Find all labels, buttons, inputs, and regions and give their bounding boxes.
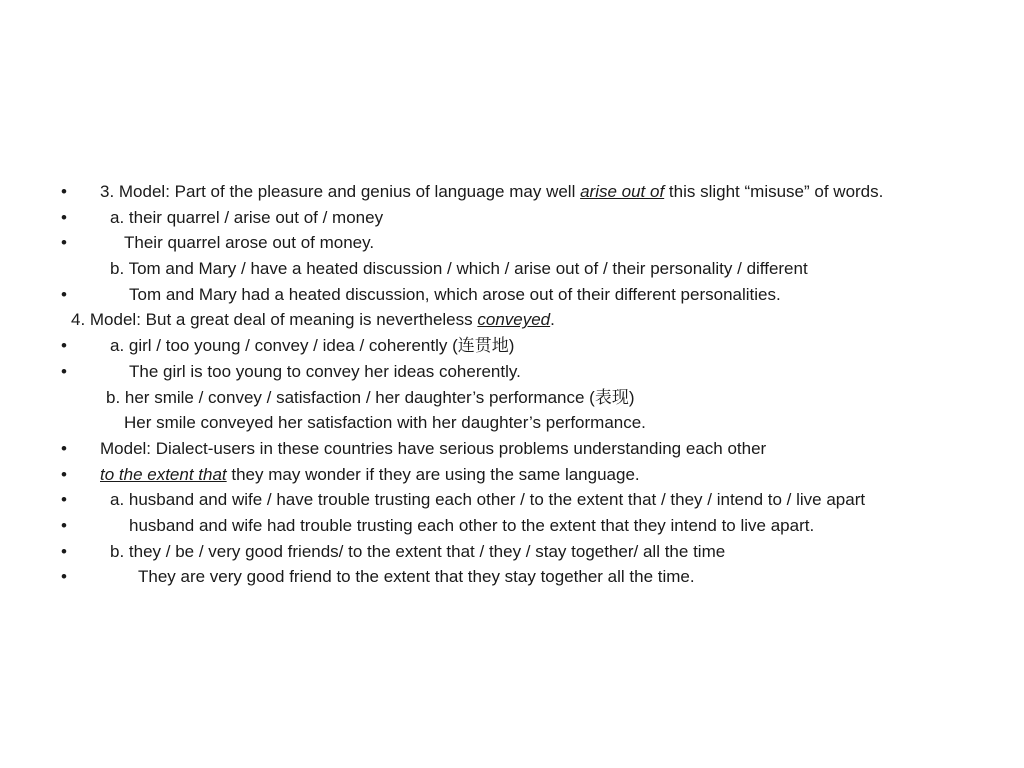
line-text: [58, 208, 958, 228]
line-text: [58, 413, 958, 433]
bullet-icon: •: [61, 464, 67, 484]
bullet-icon: •: [61, 336, 67, 356]
list-item: [58, 388, 958, 408]
list-item: [58, 233, 958, 253]
line-text: [58, 362, 958, 382]
text-run: b. they / be / very good friends/ to the extent that / they / stay together/ all the time: [110, 541, 726, 561]
text-run: b. Tom and Mary / have a heated discussion / which / arise out of / their personality / different: [110, 259, 808, 279]
bullet-icon: •: [61, 438, 67, 458]
text-run: a. girl / too young / convey / idea / coherently (连贯地): [110, 336, 515, 356]
line-text: [58, 567, 958, 587]
line-text: [58, 439, 958, 459]
list-item: [58, 567, 958, 587]
text-run: They are very good friend to the extent that they stay together all the time.: [138, 567, 695, 587]
text-run: 4. Model: But a great deal of meaning is nevertheless: [71, 310, 478, 330]
bullet-list: [58, 182, 958, 593]
bullet-icon: •: [61, 207, 67, 227]
line-text: [58, 490, 958, 510]
line-text: [58, 388, 958, 408]
line-text: [58, 516, 958, 536]
bullet-icon: •: [61, 541, 67, 561]
text-run: they may wonder if they are using the same language.: [226, 464, 640, 484]
text-run: husband and wife had trouble trusting each other to the extent that they intend to live apart.: [129, 515, 815, 535]
list-item: [58, 259, 958, 279]
line-text: [58, 336, 958, 356]
list-item: [58, 516, 958, 536]
text-run: a. their quarrel / arise out of / money: [110, 207, 384, 227]
bullet-icon: •: [61, 284, 67, 304]
text-run: b. her smile / convey / satisfaction / her daughter’s performance (表现): [106, 387, 635, 407]
emphasized-phrase: arise out of: [580, 182, 665, 201]
text-run: Model: Dialect-users in these countries have serious problems understanding each other: [100, 438, 767, 458]
bullet-icon: •: [61, 490, 67, 510]
text-run: The girl is too young to convey her ideas coherently.: [129, 361, 521, 381]
list-item: [58, 542, 958, 562]
text-run: this slight “misuse” of words.: [664, 182, 884, 201]
list-item: [58, 208, 958, 228]
list-item: [58, 285, 958, 305]
bullet-icon: •: [61, 182, 67, 201]
text-run: Her smile conveyed her satisfaction with her daughter’s performance.: [124, 413, 646, 433]
list-item: [58, 362, 958, 382]
line-text: [58, 182, 958, 202]
emphasized-phrase: to the extent that: [100, 464, 227, 484]
bullet-icon: •: [61, 361, 67, 381]
list-item: [58, 465, 958, 485]
line-text: [58, 310, 958, 330]
text-run: Tom and Mary had a heated discussion, which arose out of their different personalities.: [129, 284, 781, 304]
line-text: [58, 233, 958, 253]
bullet-icon: •: [61, 567, 67, 587]
list-item: [58, 413, 958, 433]
text-run: a. husband and wife / have trouble trusting each other / to the extent that / they / intend to / live apart: [110, 490, 866, 510]
line-text: [58, 285, 958, 305]
list-item: [58, 336, 958, 356]
emphasized-phrase: conveyed: [477, 310, 551, 330]
line-text: [58, 542, 958, 562]
list-item: [58, 182, 958, 202]
bullet-icon: •: [61, 233, 67, 253]
text-run: 3. Model: Part of the pleasure and genius of language may well: [100, 182, 581, 201]
list-item: [58, 439, 958, 459]
bullet-icon: •: [61, 515, 67, 535]
text-run: .: [550, 310, 555, 330]
text-run: Their quarrel arose out of money.: [124, 233, 375, 253]
line-text: [58, 259, 958, 279]
list-item: [58, 490, 958, 510]
list-item: [58, 310, 958, 330]
line-text: [58, 465, 958, 485]
